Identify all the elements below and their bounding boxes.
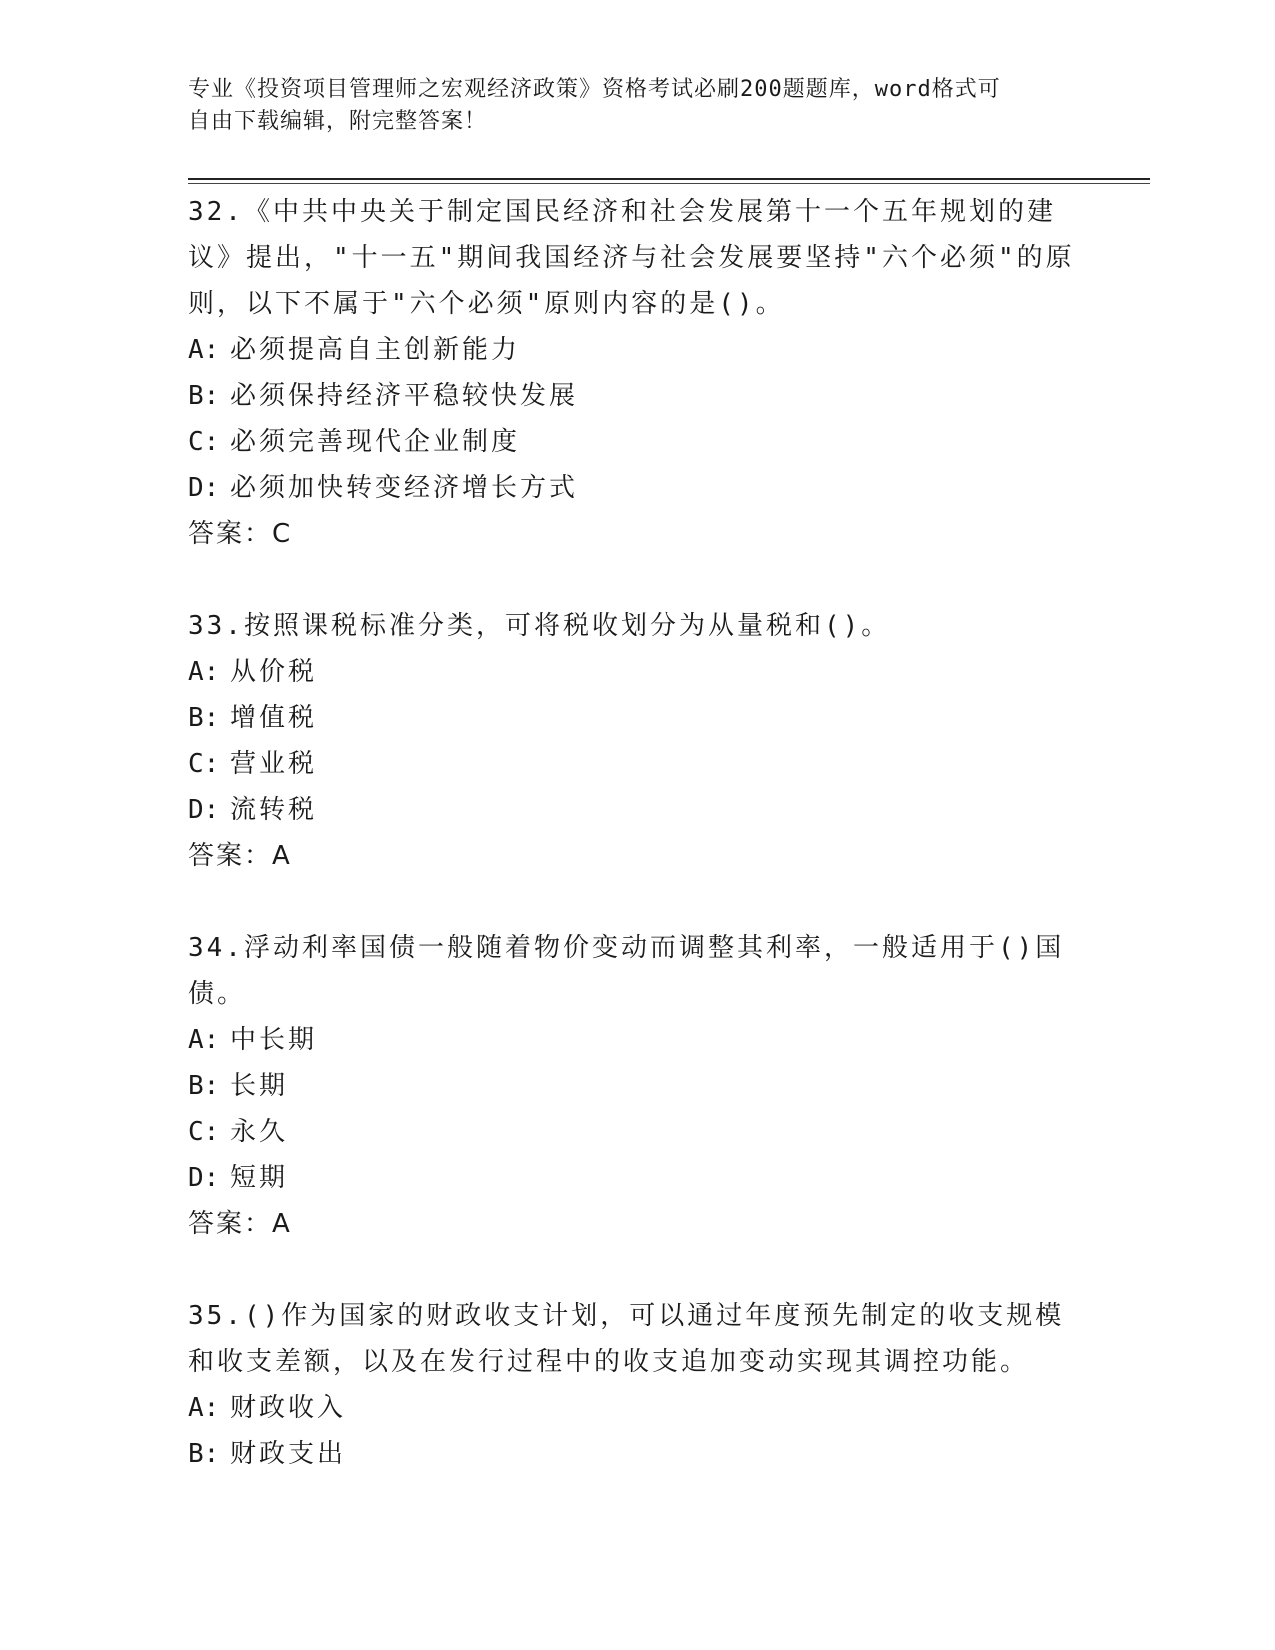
option-letter: A: [188,1025,220,1055]
option-b [188,1431,1088,1477]
option-text: 必须提高自主创新能力 [230,335,521,365]
option-text: 必须保持经济平稳较快发展 [230,381,579,411]
option-d [188,1155,1088,1201]
option-letter: C: [188,749,220,779]
option-text: 从价税 [230,657,318,687]
answer-line: 答案：A [188,841,292,871]
option-c [188,419,1088,465]
header-line-2: 自由下载编辑，附完整答案！ [188,109,488,134]
option-a [188,1017,1088,1063]
option-text: 必须完善现代企业制度 [230,427,521,457]
answer-line: 答案：A [188,1209,292,1239]
option-letter: D: [188,1163,220,1193]
question-list [188,189,1088,1523]
option-b [188,695,1088,741]
option-letter: A: [188,335,220,365]
header-line-1: 专业《投资项目管理师之宏观经济政策》资格考试必刷200题题库，word格式可 [188,77,1001,102]
option-a [188,1385,1088,1431]
option-letter: C: [188,427,220,457]
question-35 [188,1293,1088,1477]
option-text: 财政收入 [230,1393,347,1423]
option-letter: B: [188,1439,220,1469]
question-text: 32.《中共中央关于制定国民经济和社会发展第十一个五年规划的建议》提出，"十一五"期间我国经济与社会发展要坚持"六个必须"的原则，以下不属于"六个必须"原则内容的是()。 [188,197,1075,319]
option-text: 增值税 [230,703,318,733]
answer-line: 答案：C [188,519,293,549]
option-b [188,1063,1088,1109]
option-letter: B: [188,703,220,733]
option-text: 短期 [230,1163,289,1193]
option-letter: C: [188,1117,220,1147]
question-text: 34.浮动利率国债一般随着物价变动而调整其利率，一般适用于()国债。 [188,933,1065,1009]
header-rule-thick [188,178,1150,180]
option-a [188,327,1088,373]
option-c [188,1109,1088,1155]
option-letter: D: [188,473,220,503]
option-text: 永久 [230,1117,289,1147]
header-rule-thin [188,183,1150,184]
option-text: 中长期 [230,1025,318,1055]
question-text: 33.按照课税标准分类，可将税收划分为从量税和()。 [188,611,891,641]
option-letter: A: [188,1393,220,1423]
option-text: 营业税 [230,749,318,779]
question-text: 35.()作为国家的财政收支计划，可以通过年度预先制定的收支规模和收支差额，以及在发行过程中的收支追加变动实现其调控功能。 [188,1301,1065,1377]
question-32 [188,189,1088,557]
option-text: 流转税 [230,795,318,825]
option-text: 长期 [230,1071,289,1101]
option-letter: A: [188,657,220,687]
option-text: 必须加快转变经济增长方式 [230,473,579,503]
option-c [188,741,1088,787]
option-d [188,465,1088,511]
option-letter: D: [188,795,220,825]
question-33 [188,603,1088,879]
option-b [188,373,1088,419]
option-text: 财政支出 [230,1439,347,1469]
option-letter: B: [188,381,220,411]
option-letter: B: [188,1071,220,1101]
question-34 [188,925,1088,1247]
document-header [188,74,1068,138]
option-a [188,649,1088,695]
option-d [188,787,1088,833]
